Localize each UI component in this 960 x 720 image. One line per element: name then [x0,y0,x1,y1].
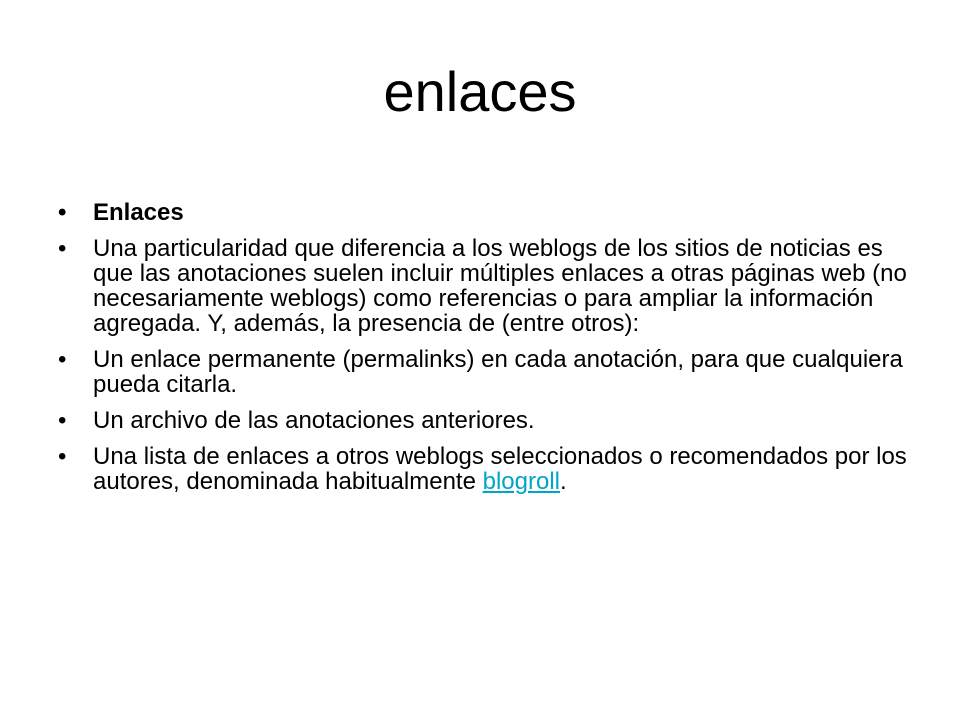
bullet-dot-icon: • [58,235,67,262]
bullet-dot-icon: • [58,199,67,226]
bullet-text: Un archivo de las anotaciones anteriores. [93,407,535,434]
slide-title: enlaces [383,60,577,123]
bullet-item-blogroll [58,444,908,494]
bullet-text: Un enlace permanente (permalinks) en cada anotación, para que cualquiera pueda citarla. [93,346,903,398]
bullet-text-after-link: . [560,468,567,495]
bullet-item-particularidad [58,236,908,336]
bullet-text: Enlaces [93,199,184,226]
bullet-item-archivo [58,408,908,433]
bullet-text-before-link: Una lista de enlaces a otros weblogs seleccionados o recomendados por los autores, denominada habitualmente [93,443,907,495]
bullet-item-enlaces [58,200,908,225]
blogroll-link[interactable]: blogroll [482,468,560,495]
bullet-list [58,200,908,505]
bullet-item-permalinks [58,347,908,397]
bullet-dot-icon: • [58,407,67,434]
bullet-text: Una particularidad que diferencia a los weblogs de los sitios de noticias es que las anotaciones suelen incluir múltiples enlaces a otras páginas web (no necesariamente weblogs) como referencias o para ampliar la información agregada. Y, además, la presencia de (entre otros): [93,235,907,337]
bullet-dot-icon: • [58,443,67,470]
bullet-dot-icon: • [58,346,67,373]
